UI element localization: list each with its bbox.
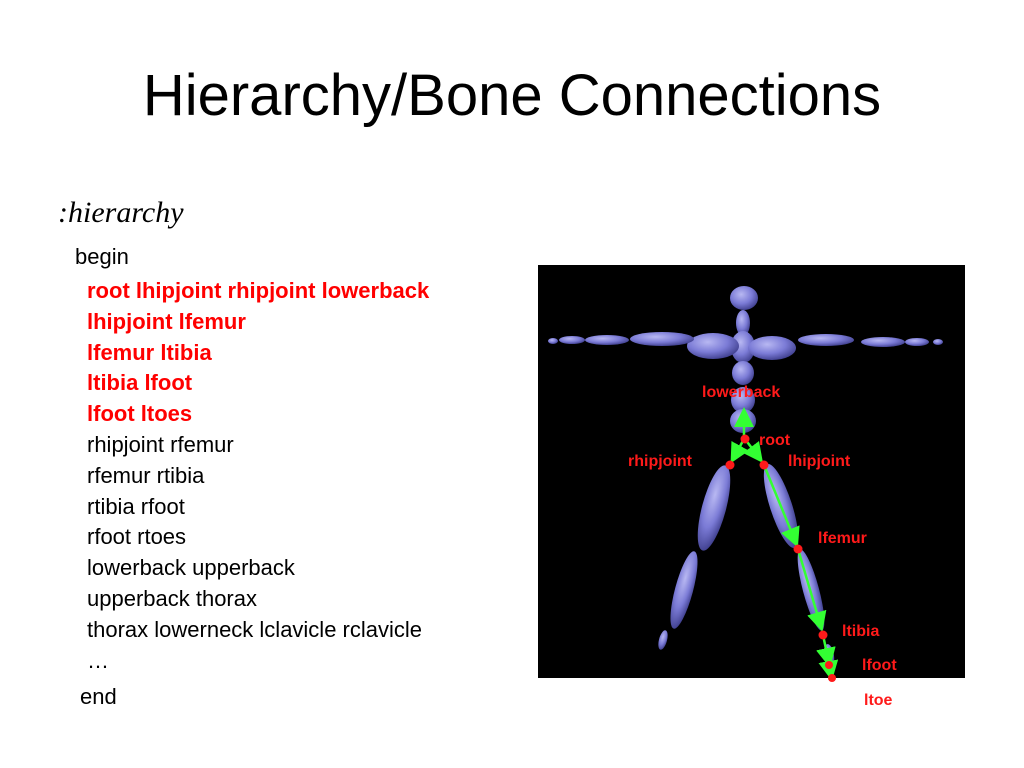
hierarchy-line: rtibia rfoot — [87, 493, 185, 519]
hierarchy-line: rfoot rtoes — [87, 524, 187, 550]
arm-bone — [933, 339, 943, 345]
rhipjoint-label: rhipjoint — [628, 453, 692, 470]
rclavicle-bone — [748, 336, 796, 360]
lfemur-joint — [794, 545, 803, 554]
lfoot-label: lfoot — [862, 657, 897, 674]
ltibia-label: ltibia — [842, 623, 880, 640]
hierarchy-line: lhipjoint lfemur — [87, 308, 246, 334]
hierarchy-line: thorax lowerneck lclavicle rclavicle — [87, 616, 423, 642]
hierarchy-line: lowerback upperback — [87, 555, 295, 581]
hierarchy-line: rfemur rtibia — [87, 462, 205, 488]
hierarchy-line: lfemur ltibia — [87, 339, 212, 365]
end-keyword: end — [80, 684, 117, 709]
head-bone — [730, 286, 758, 310]
slide-title: Hierarchy/Bone Connections — [142, 63, 882, 128]
lowerback-label: lowerback — [702, 384, 781, 401]
rfemur-bone — [691, 462, 737, 553]
hierarchy-line: rhipjoint rfemur — [87, 431, 234, 457]
hierarchy-line: lfoot ltoes — [87, 401, 193, 427]
arm-bone — [585, 335, 629, 345]
arm-bone — [548, 338, 558, 344]
begin-keyword: begin — [75, 244, 129, 269]
skeleton-body — [548, 286, 943, 669]
rtibia-bone — [665, 549, 703, 631]
root-label: root — [759, 432, 791, 449]
rfoot-bone — [657, 629, 670, 650]
ltoe-label: ltoe — [864, 692, 893, 709]
lfemur-label: lfemur — [818, 530, 867, 547]
arm-bone — [630, 332, 694, 346]
arm-bone — [861, 337, 905, 347]
lfoot-joint — [825, 661, 833, 669]
hierarchy-line: ltibia lfoot — [87, 370, 193, 396]
hierarchy-heading: :hierarchy — [58, 196, 184, 229]
hierarchy-line: root lhipjoint rhipjoint lowerback — [87, 278, 430, 303]
bone-connections — [733, 412, 831, 676]
ltoe-joint — [828, 674, 836, 682]
lhipjoint-joint — [760, 461, 769, 470]
arm-bone — [905, 338, 929, 346]
root-joint — [741, 435, 750, 444]
arm-bone — [798, 334, 854, 346]
ltibia-joint — [819, 631, 828, 640]
upperback-bone — [732, 361, 754, 385]
lhipjoint-label: lhipjoint — [788, 453, 851, 470]
arm-bone — [559, 336, 585, 344]
joint-markers — [726, 435, 837, 683]
hierarchy-line: upperback thorax — [87, 585, 257, 611]
lclavicle-bone — [687, 333, 739, 359]
hierarchy-line: … — [87, 647, 109, 673]
rhipjoint-joint — [726, 461, 735, 470]
